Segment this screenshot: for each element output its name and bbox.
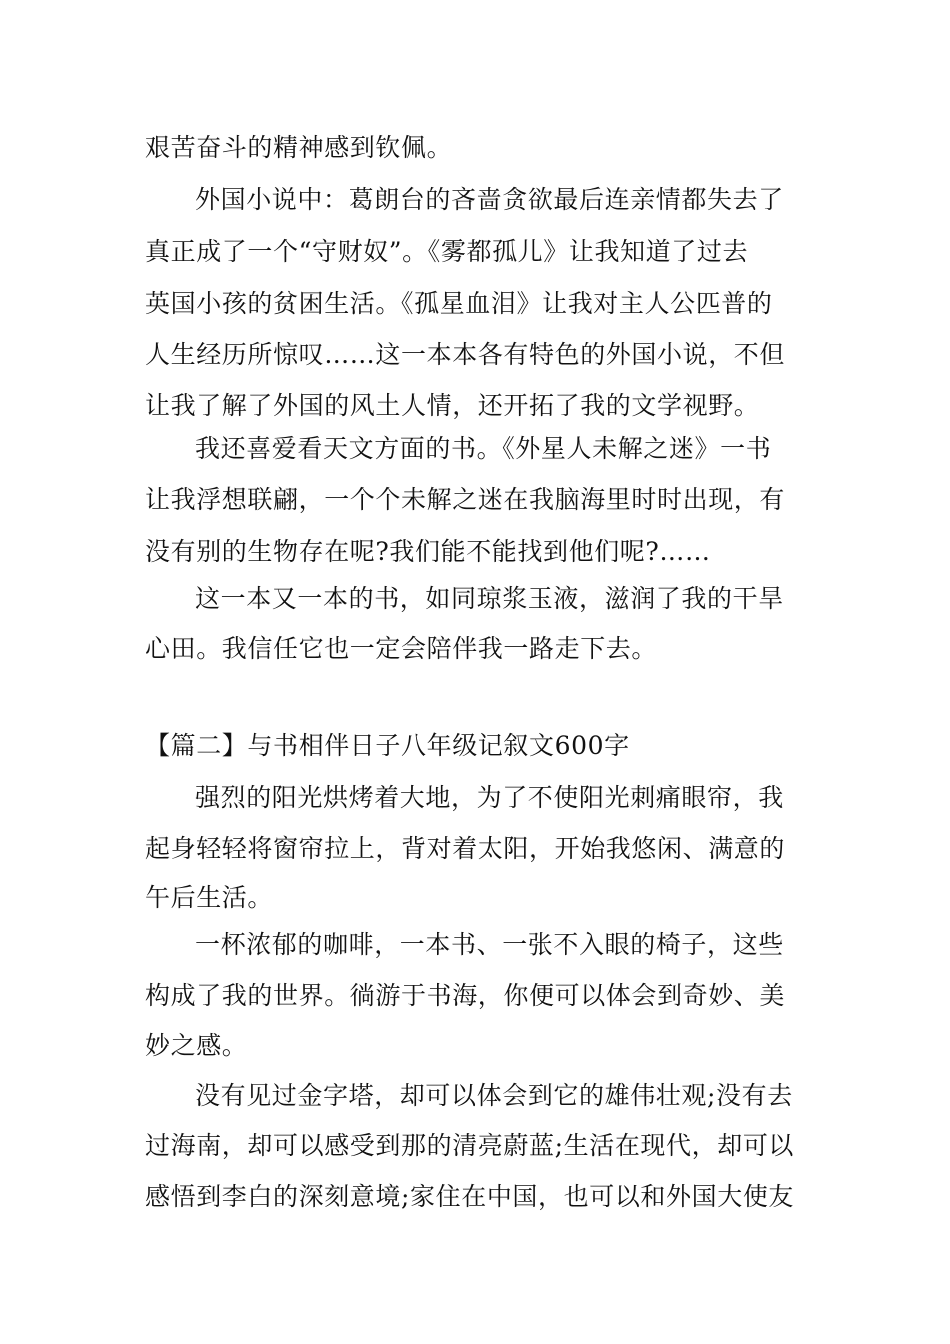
- text-line: 真正成了一个“守财奴”。《雾都孤儿》让我知道了过去: [145, 237, 749, 266]
- paragraph-start-line: 我还喜爱看天文方面的书。《外星人未解之迷》一书: [195, 434, 772, 463]
- text-line: 英国小孩的贫困生活。《孤星血泪》让我对主人公匹普的: [145, 289, 773, 318]
- text-line: 妙之感。: [145, 1031, 248, 1060]
- text-line: 让我了解了外国的风土人情，还开拓了我的文学视野。: [145, 391, 760, 420]
- paragraph-start-line: 外国小说中：葛朗台的吝啬贪欲最后连亲情都失去了: [195, 185, 784, 214]
- text-line: 午后生活。: [145, 883, 274, 912]
- text-line: 心田。我信任它也一定会陪伴我一路走下去。: [145, 634, 658, 663]
- text-line: 人生经历所惊叹……这一本本各有特色的外国小说，不但: [145, 340, 786, 369]
- paragraph-start-line: 一杯浓郁的咖啡，一本书、一张不入眼的椅子，这些: [195, 930, 784, 959]
- text-line: 让我浮想联翩，一个个未解之迷在我脑海里时时出现，有: [145, 485, 786, 514]
- text-line: 艰苦奋斗的精神感到钦佩。: [145, 133, 453, 162]
- text-line: 没有别的生物存在呢?我们能不能找到他们呢?……: [145, 537, 711, 566]
- paragraph-start-line: 这一本又一本的书，如同琼浆玉液，滋润了我的干旱: [195, 584, 784, 613]
- text-line: 起身轻轻将窗帘拉上，背对着太阳，开始我悠闲、满意的: [145, 834, 786, 863]
- text-line: 过海南，却可以感受到那的清亮蔚蓝;生活在现代，却可以: [145, 1131, 795, 1160]
- text-line: 构成了我的世界。徜游于书海，你便可以体会到奇妙、美: [145, 981, 786, 1010]
- section-heading: 【篇二】与书相伴日子八年级记叙文600字: [145, 731, 630, 760]
- text-line: 感悟到李白的深刻意境;家住在中国，也可以和外国大使友: [145, 1182, 795, 1211]
- paragraph-start-line: 没有见过金字塔，却可以体会到它的雄伟壮观;没有去: [195, 1081, 793, 1110]
- paragraph-start-line: 强烈的阳光烘烤着大地，为了不使阳光刺痛眼帘，我: [195, 783, 784, 812]
